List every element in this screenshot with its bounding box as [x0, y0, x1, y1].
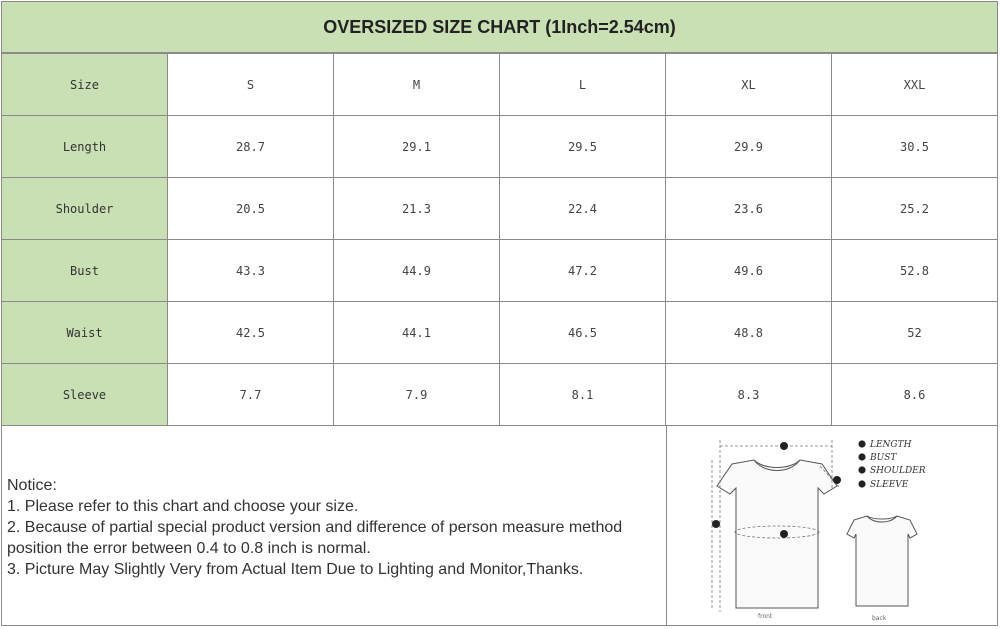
header-cell-l: L — [500, 54, 666, 116]
section-divider — [666, 426, 667, 626]
front-shirt-illustration — [717, 460, 837, 608]
notice-line: position the error between 0.4 to 0.8 inch is normal. — [7, 540, 371, 557]
back-label: back — [872, 615, 887, 622]
table-cell: 43.3 — [168, 240, 334, 302]
table-cell: 29.9 — [666, 116, 832, 178]
table-row-sleeve — [2, 364, 998, 426]
notice-text — [7, 475, 662, 580]
legend-bullet-icon — [858, 466, 865, 473]
legend-bullet-icon — [858, 480, 865, 487]
notice-line: 3. Picture May Slightly Very from Actual Item Due to Lighting and Monitor,Thanks. — [7, 561, 584, 578]
table-cell: 42.5 — [168, 302, 334, 364]
notice-line: 2. Because of partial special product version and difference of person measure method — [7, 519, 623, 536]
table-cell: 7.9 — [334, 364, 500, 426]
row-label: Shoulder — [2, 178, 168, 240]
measurement-diagram — [672, 430, 994, 622]
length-marker-icon — [780, 442, 788, 450]
header-cell-xl: XL — [666, 54, 832, 116]
legend-bullet-icon — [858, 440, 865, 447]
back-shirt-illustration — [847, 516, 917, 606]
row-label: Sleeve — [2, 364, 168, 426]
table-cell: 29.5 — [500, 116, 666, 178]
table-cell: 52 — [832, 302, 998, 364]
header-cell-size: Size — [2, 54, 168, 116]
row-label: Bust — [2, 240, 168, 302]
table-cell: 30.5 — [832, 116, 998, 178]
table-cell: 44.1 — [334, 302, 500, 364]
table-cell: 8.3 — [666, 364, 832, 426]
table-cell: 7.7 — [168, 364, 334, 426]
table-cell: 8.1 — [500, 364, 666, 426]
diagram-legend — [858, 440, 925, 490]
header-cell-s: S — [168, 54, 334, 116]
chart-title: OVERSIZED SIZE CHART (1Inch=2.54cm) — [1, 1, 998, 53]
table-header-row — [2, 54, 998, 116]
table-cell: 23.6 — [666, 178, 832, 240]
shoulder-marker-icon — [712, 520, 720, 528]
table-cell: 52.8 — [832, 240, 998, 302]
table-cell: 47.2 — [500, 240, 666, 302]
legend-shoulder: SHOULDER — [870, 466, 926, 476]
table-cell: 46.5 — [500, 302, 666, 364]
table-cell: 29.1 — [334, 116, 500, 178]
notice-line: 1. Please refer to this chart and choose your size. — [7, 498, 359, 515]
sleeve-marker-icon — [833, 476, 841, 484]
table-row-shoulder — [2, 178, 998, 240]
legend-bullet-icon — [858, 453, 865, 460]
table-cell: 21.3 — [334, 178, 500, 240]
table-cell: 20.5 — [168, 178, 334, 240]
table-cell: 28.7 — [168, 116, 334, 178]
table-row-length — [2, 116, 998, 178]
notice-section — [1, 426, 998, 626]
header-cell-xxl: XXL — [832, 54, 998, 116]
header-cell-m: M — [334, 54, 500, 116]
table-row-waist — [2, 302, 998, 364]
bust-marker-icon — [780, 530, 788, 538]
notice-heading: Notice: — [7, 477, 57, 494]
table-row-bust — [2, 240, 998, 302]
row-label: Length — [2, 116, 168, 178]
row-label: Waist — [2, 302, 168, 364]
table-cell: 48.8 — [666, 302, 832, 364]
table-cell: 25.2 — [832, 178, 998, 240]
table-cell: 8.6 — [832, 364, 998, 426]
front-label: front — [758, 613, 773, 620]
legend-length: LENGTH — [870, 440, 912, 450]
legend-bust: BUST — [870, 453, 897, 463]
table-cell: 49.6 — [666, 240, 832, 302]
table-cell: 44.9 — [334, 240, 500, 302]
legend-sleeve: SLEEVE — [870, 480, 909, 490]
size-table — [1, 53, 998, 426]
table-cell: 22.4 — [500, 178, 666, 240]
